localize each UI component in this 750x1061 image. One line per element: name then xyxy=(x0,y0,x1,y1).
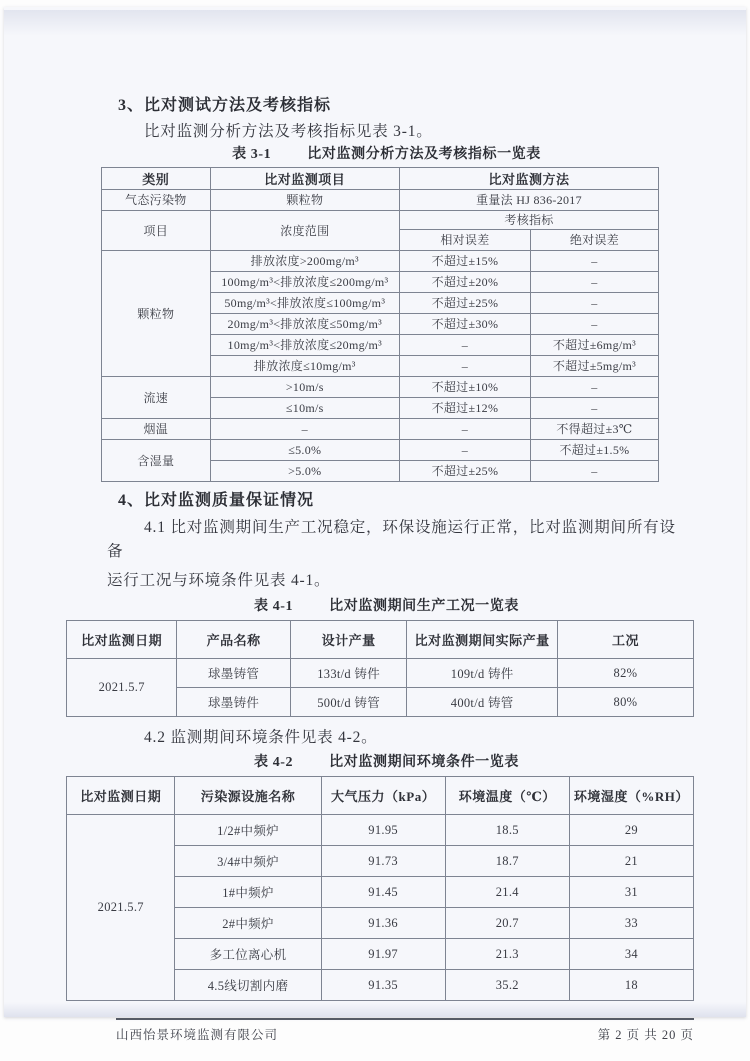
cell-rel: – xyxy=(399,356,530,377)
cell-range: 排放浓度≤10mg/m³ xyxy=(210,356,399,377)
cell-range: – xyxy=(210,419,399,440)
page-content xyxy=(4,7,746,1043)
cell-temp: 18.7 xyxy=(445,846,569,877)
cell-pressure: 91.35 xyxy=(321,970,445,1001)
cell-range: >10m/s xyxy=(210,377,399,398)
table-3-1-label: 表 3-1 xyxy=(232,147,272,162)
cell-humidity: 29 xyxy=(569,815,693,846)
section-4-heading: 4、比对监测质量保证情况 xyxy=(118,492,315,509)
cell-product: 球墨铸管 xyxy=(177,659,290,688)
paragraph-4-1-line2: 运行工况与环境条件见表 4-1。 xyxy=(107,572,331,589)
cell-range: 排放浓度>200mg/m³ xyxy=(210,251,399,272)
cell-pressure: 91.36 xyxy=(321,908,445,939)
cell-load: 82% xyxy=(557,659,693,688)
cell-facility: 2#中频炉 xyxy=(175,908,321,939)
cell-range: 10mg/m³<排放浓度≤20mg/m³ xyxy=(210,335,399,356)
cell-temp: 20.7 xyxy=(445,908,569,939)
table-row xyxy=(102,440,659,461)
header-cell: 环境湿度（%RH） xyxy=(569,777,693,815)
cell-abs: – xyxy=(530,461,658,482)
cell-abs: 不超过±5mg/m³ xyxy=(530,356,658,377)
cell-subheader: 考核指标 xyxy=(399,211,658,230)
page-footer xyxy=(116,1018,694,1043)
cell-item: 颗粒物 xyxy=(210,190,399,211)
cell-temp: 35.2 xyxy=(445,970,569,1001)
header-cell: 比对监测方法 xyxy=(399,168,658,190)
cell-humidity: 18 xyxy=(569,970,693,1001)
cell-abs: – xyxy=(530,251,658,272)
cell-design: 500t/d 铸管 xyxy=(290,688,407,717)
cell-facility: 3/4#中频炉 xyxy=(175,846,321,877)
cell-pressure: 91.45 xyxy=(321,877,445,908)
table-row xyxy=(67,659,694,688)
cell-temp: 21.3 xyxy=(445,939,569,970)
table-3-1-caption xyxy=(74,145,699,165)
cell-rel: – xyxy=(399,440,530,461)
header-cell: 大气压力（kPa） xyxy=(321,777,445,815)
cell-rel: 不超过±10% xyxy=(399,377,530,398)
table-4-2 xyxy=(66,776,694,1001)
table-row xyxy=(102,377,659,398)
table-4-1 xyxy=(66,620,694,717)
cell-rel: – xyxy=(399,419,530,440)
table-3-1 xyxy=(101,167,659,482)
section-3-intro: 比对监测分析方法及考核指标见表 3-1。 xyxy=(144,123,433,140)
cell-date: 2021.5.7 xyxy=(67,815,175,1001)
table-row xyxy=(102,419,659,440)
header-cell: 比对监测日期 xyxy=(67,621,177,659)
table-row xyxy=(102,168,659,190)
cell-method: 重量法 HJ 836-2017 xyxy=(399,190,658,211)
cell-rel: – xyxy=(399,335,530,356)
header-cell: 比对监测日期 xyxy=(67,777,175,815)
cell-group: 含湿量 xyxy=(102,440,211,482)
cell-humidity: 21 xyxy=(569,846,693,877)
cell-humidity: 34 xyxy=(569,939,693,970)
table-row xyxy=(67,621,694,659)
cell-facility: 1/2#中频炉 xyxy=(175,815,321,846)
cell-rel: 不超过±25% xyxy=(399,461,530,482)
cell-group: 颗粒物 xyxy=(102,251,211,377)
paragraph-4-1-line1: 4.1 比对监测期间生产工况稳定，环保设施运行正常，比对监测期间所有设备 xyxy=(107,519,676,560)
cell-subheader: 浓度范围 xyxy=(210,211,399,251)
cell-facility: 1#中频炉 xyxy=(175,877,321,908)
table-4-2-caption xyxy=(74,753,699,773)
header-cell: 设计产量 xyxy=(290,621,407,659)
cell-abs: 不得超过±3℃ xyxy=(530,419,658,440)
cell-abs: 不超过±6mg/m³ xyxy=(530,335,658,356)
table-4-1-title: 比对监测期间生产工况一览表 xyxy=(329,599,519,614)
header-cell: 污染源设施名称 xyxy=(175,777,321,815)
cell-product: 球墨铸件 xyxy=(177,688,290,717)
header-cell: 比对监测期间实际产量 xyxy=(407,621,557,659)
cell-subheader: 相对误差 xyxy=(399,230,530,251)
table-row xyxy=(102,251,659,272)
cell-abs: – xyxy=(530,293,658,314)
cell-temp: 21.4 xyxy=(445,877,569,908)
cell-rel: 不超过±25% xyxy=(399,293,530,314)
header-cell: 比对监测项目 xyxy=(210,168,399,190)
cell-pressure: 91.97 xyxy=(321,939,445,970)
cell-range: >5.0% xyxy=(210,461,399,482)
table-row xyxy=(102,190,659,211)
cell-group: 烟温 xyxy=(102,419,211,440)
cell-range: 100mg/m³<排放浓度≤200mg/m³ xyxy=(210,272,399,293)
section-3-heading: 3、比对测试方法及考核指标 xyxy=(118,97,332,114)
cell-abs: 不超过±1.5% xyxy=(530,440,658,461)
cell-actual: 400t/d 铸管 xyxy=(407,688,557,717)
document-page xyxy=(4,7,746,1042)
cell-actual: 109t/d 铸件 xyxy=(407,659,557,688)
cell-range: ≤5.0% xyxy=(210,440,399,461)
cell-range: 50mg/m³<排放浓度≤100mg/m³ xyxy=(210,293,399,314)
cell-group: 流速 xyxy=(102,377,211,419)
cell-facility: 4.5线切割内磨 xyxy=(175,970,321,1001)
cell-pressure: 91.73 xyxy=(321,846,445,877)
table-row xyxy=(67,815,694,846)
cell-design: 133t/d 铸件 xyxy=(290,659,407,688)
cell-load: 80% xyxy=(557,688,693,717)
cell-pressure: 91.95 xyxy=(321,815,445,846)
cell-facility: 多工位离心机 xyxy=(175,939,321,970)
cell-rel: 不超过±30% xyxy=(399,314,530,335)
paragraph-4-2: 4.2 监测期间环境条件见表 4-2。 xyxy=(144,729,378,746)
cell-subheader: 项目 xyxy=(102,211,211,251)
cell-abs: – xyxy=(530,398,658,419)
table-3-1-title: 比对监测分析方法及考核指标一览表 xyxy=(307,147,541,162)
header-cell: 产品名称 xyxy=(177,621,290,659)
cell-range: 20mg/m³<排放浓度≤50mg/m³ xyxy=(210,314,399,335)
header-cell: 环境温度（℃） xyxy=(445,777,569,815)
table-4-2-title: 比对监测期间环境条件一览表 xyxy=(329,755,519,770)
cell-range: ≤10m/s xyxy=(210,398,399,419)
cell-abs: – xyxy=(530,272,658,293)
table-4-2-label: 表 4-2 xyxy=(254,755,294,770)
cell-subheader: 绝对误差 xyxy=(530,230,658,251)
cell-rel: 不超过±20% xyxy=(399,272,530,293)
header-cell: 工况 xyxy=(557,621,693,659)
cell-humidity: 31 xyxy=(569,877,693,908)
table-row xyxy=(67,777,694,815)
cell-date: 2021.5.7 xyxy=(67,659,177,717)
cell-humidity: 33 xyxy=(569,908,693,939)
cell-abs: – xyxy=(530,314,658,335)
header-cell: 类别 xyxy=(102,168,211,190)
table-4-1-caption xyxy=(74,597,699,617)
cell-rel: 不超过±12% xyxy=(399,398,530,419)
cell-abs: – xyxy=(530,377,658,398)
footer-company: 山西怡景环境监测有限公司 xyxy=(116,1028,279,1042)
table-4-1-label: 表 4-1 xyxy=(254,599,294,614)
footer-page-number: 第 2 页 共 20 页 xyxy=(597,1028,694,1042)
cell-temp: 18.5 xyxy=(445,815,569,846)
cell-rel: 不超过±15% xyxy=(399,251,530,272)
cell-category: 气态污染物 xyxy=(102,190,211,211)
table-row xyxy=(102,211,659,230)
